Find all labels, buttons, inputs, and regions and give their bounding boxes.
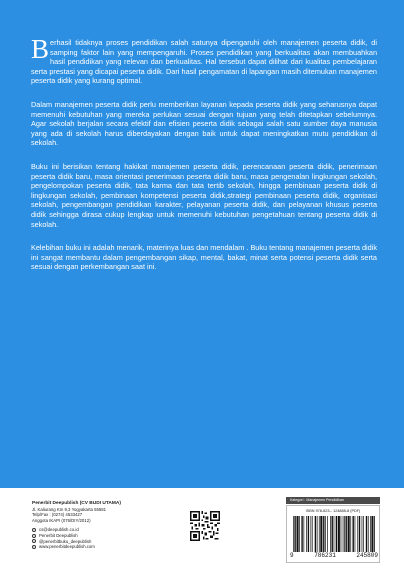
publisher-membership: Anggota IKAPI (076/DIY/2012) (32, 517, 91, 523)
contact-instagram: @penerbitbuku_deepublish (32, 539, 152, 545)
contact-facebook: Penerbit Deepublish (32, 533, 152, 539)
isbn-number: ISBN 978-623-- 124888-8 (PDF) (305, 509, 361, 513)
globe-icon (32, 545, 36, 549)
barcode-bars (293, 516, 375, 552)
instagram-icon (32, 539, 36, 543)
facebook-icon (32, 534, 36, 538)
description-text (31, 34, 378, 286)
barcode-digits: 9 786231 245809 (290, 552, 378, 559)
publisher-name: Penerbit Deepublish (CV BUDI UTAMA) (32, 501, 121, 506)
paragraph-4: Kelebihan buku ini adalah menarik, materinya luas dan mendalam . Buku tentang manajemen peserta didik ini sangat membantu dalam pengembangan sikap, mental, bakat, minat serta potensi peserta didik serta sesuai dengan perkembangan saat ini. (31, 243, 378, 272)
isbn-barcode (286, 505, 380, 563)
email-icon (32, 528, 36, 532)
paragraph-3: Buku ini berisikan tentang hakikat manajemen peserta didik, perencanaan peserta didik, penerimaan peserta didik baru, masa orientasi penerimaan peserta didik baru, masa pengenalan lingkungan sekolah, pengelompokan peserta didik, tata karma dan tata tertib sekolah, hingga pembinaan peserta didik di lingkungan sekolah, pembinaan kompetensi peserta didik,strategi pembinaan peserta didik, organisasi sekolah, pengembangan pendidikan karakter, pelayanan peserta didik, dan pelayanan khusus peserta didik sehingga dirasa cukup lengkap untuk memenuhi kebutuhan pengetahuan tentang peserta didik di sekolah. (31, 161, 377, 229)
contact-email: cs@deepublish.co.id (32, 527, 152, 533)
publisher-info (32, 501, 152, 550)
category-label: Kategori : Manajemen Pendidikan (286, 497, 380, 504)
paragraph-1 (31, 34, 377, 86)
drop-cap: B (31, 34, 50, 64)
paragraph-1-text: erhasil tidaknya proses pendidikan salah satunya dipengaruhi oleh manajemen peserta didik, di samping faktor lain yang mempengaruhi. Proses pendidikan yang berkualitas akan membuahkan hasil pendidikan yang relevan dan berkualitas. Hal tersebut dapat dilihat dari kualitas pembelajaran serta prestasi yang dicapai peserta didik. Dari hasil pengamatan di lapangan masih ditemukan manajemen peserta didik yang kurang optimal. (31, 38, 377, 86)
publisher-address: Jl. Kaliurang Km 9,3 Yogyakarta 55581 (32, 506, 107, 512)
qr-code (190, 511, 220, 541)
contact-website: www.penerbitdeepublish.com (32, 544, 152, 550)
publisher-phone: Telp/Fax : (0274) 4533427 (32, 512, 83, 518)
paragraph-2: Dalam manajemen peserta didik perlu memberikan layanan kepada peserta didik yang seharusnya dapat memenuhi kebutuhan yang mereka perlukan sesuai dengan tujuan yang telah ditetapkan sebelumnya. Agar sekolah berjalan secara efektif dan efisien peserta didik sebagai salah satu sumber daya manusia yang ada di sekolah harus diberdayakan dengan baik untuk dapat meningkatkan mutu pendidikan di sekolah. (31, 99, 377, 148)
